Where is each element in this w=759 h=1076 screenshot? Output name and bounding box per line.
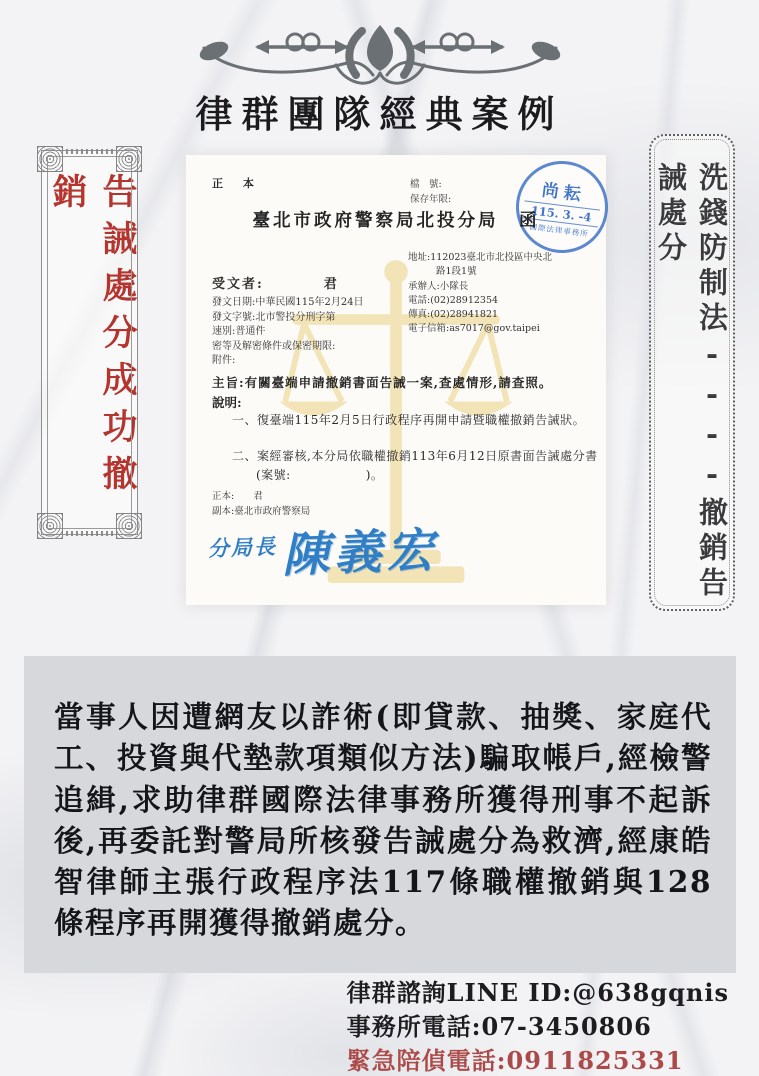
signature-name: 陳義宏 (281, 522, 440, 584)
header-flourish-ornament (197, 22, 563, 86)
original-recipient: 正本: 君 (212, 491, 263, 502)
page-title: 律群團隊經典案例 (195, 92, 564, 136)
frame-corner-ornament (37, 513, 63, 539)
explanation-label: 說明: (212, 395, 242, 410)
copy-type-label: 正 本 (212, 177, 262, 190)
stamp-firm-name: 尚耘 (540, 180, 587, 206)
stamp-firm-subtitle: 國際法律事務所 (529, 222, 590, 239)
case-summary-panel (24, 656, 736, 973)
letter-title: 臺北市政府警察局北投分局 函 (252, 211, 540, 231)
subject-line: 主旨:有關臺端申請撤銷書面告誡一案,查處情形,請查照。 (212, 375, 553, 390)
left-result-banner (41, 150, 138, 535)
explanation-item-2: 二、案經審核,本分局依職權撤銷113年6月12日原書面告誡處分書(案號: )。 (232, 449, 598, 482)
stamp-date: 115. 3. -4 (522, 200, 600, 227)
letter-meta-block (212, 296, 364, 369)
signature-title: 分局長 (207, 533, 278, 562)
line-id: 律群諮詢LINE ID:@638gqnis (346, 978, 729, 1007)
file-number-label: 檔 號: (410, 179, 442, 190)
office-phone: 事務所電話:07-3450806 (346, 1012, 652, 1042)
frame-corner-ornament (116, 513, 142, 539)
agency-address-line1: 地址:112023臺北市北投區中央北 (408, 252, 552, 263)
agency-handler: 承辦人:小隊長 (408, 280, 469, 292)
agency-address-line2: 路1段1號 (436, 266, 477, 278)
secrecy-line: 密等及解密條件或保密期限: (212, 340, 336, 352)
file-number-block (410, 177, 451, 207)
issue-date: 發文日期:中華民國115年2月24日 (212, 297, 364, 308)
attachment-line: 附件: (212, 355, 236, 366)
emergency-phone: 緊急陪偵電話:0911825331 (346, 1046, 684, 1076)
distribution-block (212, 489, 310, 519)
retention-label: 保存年限: (410, 194, 452, 206)
right-topic-banner (649, 134, 735, 611)
left-banner-text: 告誡處分成功撤銷 (47, 173, 138, 502)
agency-fax: 傳真:(02)28941821 (408, 309, 499, 320)
agency-contact-block (408, 251, 600, 337)
right-banner-text: 洗錢防制法----撤銷告誡處分 (654, 162, 729, 602)
frame-edge-ornament (66, 531, 113, 536)
case-summary-text: 當事人因遭網友以詐術(即貸款、抽獎、家庭代工、投資與代墊款項類似方法)騙取帳戶,經檢警追緝,求助律群國際法律事務所獲得刑事不起訴後,再委託對警局所核發告誡處分為救濟,經康皓智律師主張行政程序法117條職權撤銷與128條程序再開獲得撤銷處分。 (54, 699, 712, 941)
explanation-item-1: 一、復臺端115年2月5日行政程序再開申請暨職權撤銷告誡狀。 (232, 413, 586, 427)
frame-corner-ornament (37, 146, 63, 172)
agency-phone: 電話:(02)28912354 (408, 294, 499, 306)
speed-class: 速別:普通件 (212, 326, 266, 337)
frame-edge-ornament (66, 149, 113, 154)
official-letter (186, 155, 606, 605)
doc-number: 發文字號:北市警投分刑字第 (212, 311, 336, 323)
recipient-line: 受文者: 君 (212, 277, 339, 292)
contact-info (347, 976, 729, 1076)
frame-corner-ornament (116, 146, 142, 172)
chief-signature (207, 513, 439, 588)
agency-email: 電子信箱:as7017@gov.taipei (408, 323, 540, 335)
copy-recipient: 副本:臺北市政府警察局 (212, 506, 311, 518)
